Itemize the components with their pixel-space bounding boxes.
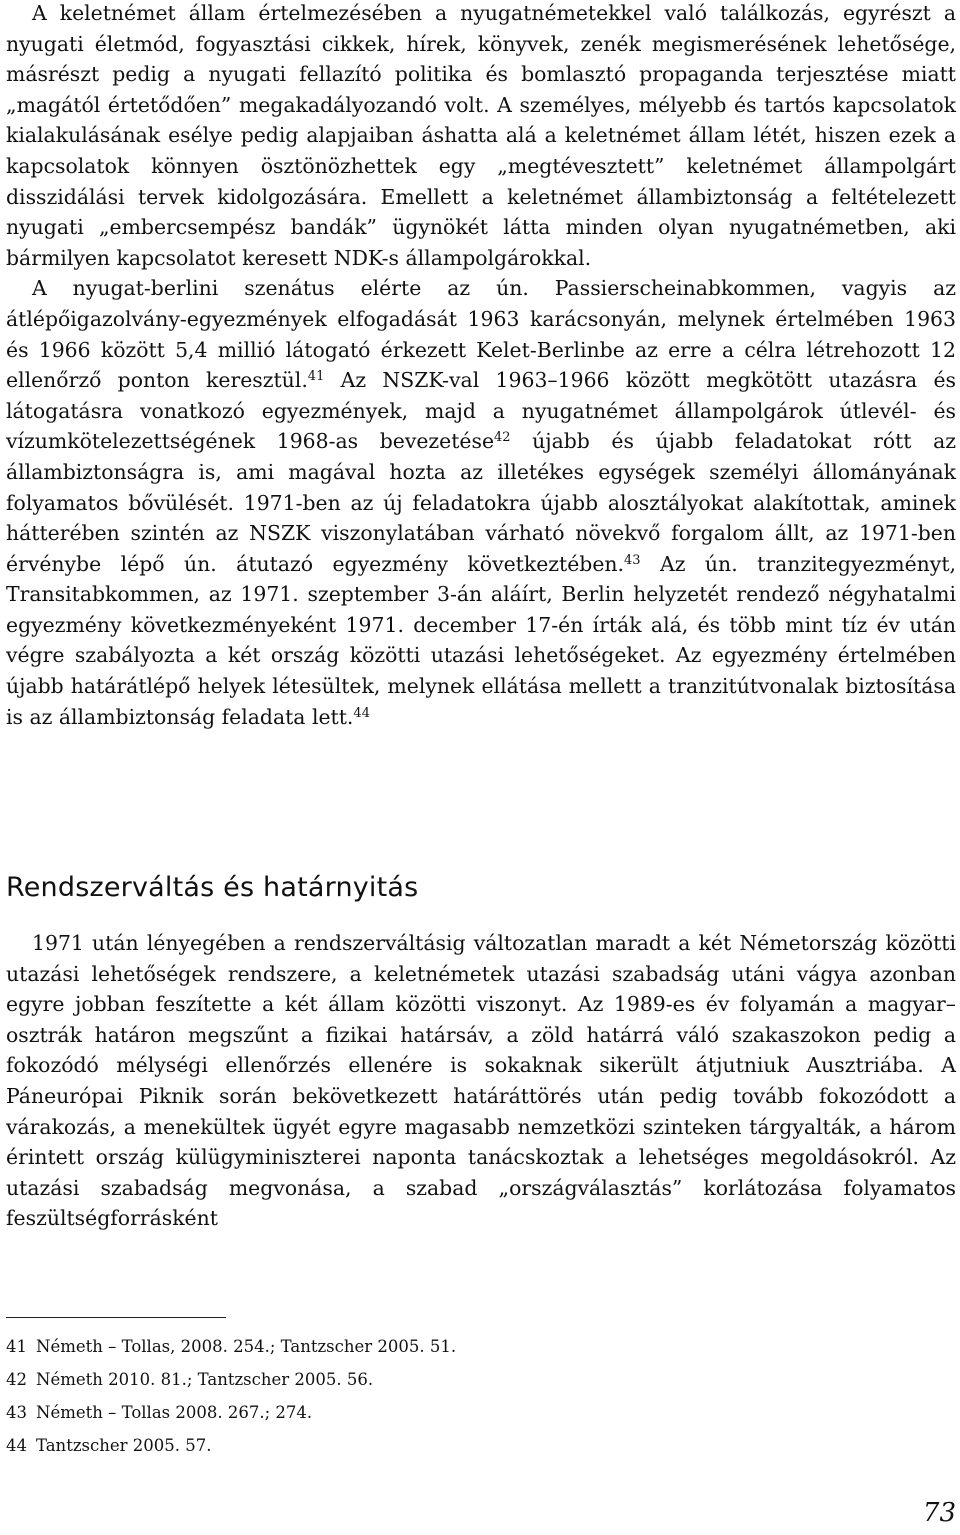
footnotes — [6, 1330, 906, 1462]
footnote-number: 41 — [6, 1337, 27, 1356]
footnote-divider — [6, 1317, 226, 1318]
footnote-42 — [6, 1363, 906, 1396]
footnote-ref-43[interactable]: 43 — [624, 552, 641, 568]
footnote-ref-41[interactable]: 41 — [307, 369, 325, 385]
paragraph-2-text-d: Az ún. tranzitegyezményt, Transitabkommen, az 1971. szeptember 3-án aláírt, Berlin helyzetét rendező négyhatalmi egyezmény következményeként 1971. december 17-én írták alá, és több mint tíz év után végre szabályozta a két ország közötti utazási lehetőségeket. Az egyezmény értelmében újabb határátlépő helyek létesültek, melynek ellátása mellett a tranzitútvonalak biztosítása is az állambiztonság feladata lett. — [6, 551, 956, 729]
paragraph-1-text: A keletnémet állam értelmezésében a nyugatnémetekkel való találkozás, egyrészt a nyugati életmód, fogyasztási cikkek, hírek, könyvek, zenék megismerésének lehetősége, másrészt pedig a nyugati fellazító politika és bomlasztó propaganda terjesztése miatt „magától értetődően” megakadályozandó volt. A személyes, mélyebb és tartós kapcsolatok kialakulásának esélye pedig alapjaiban áshatta alá a keletnémet állam létét, hiszen ezek a kapcsolatok könnyen ösztönözhettek egy „megtévesztett” keletnémet állampolgárt disszidálási tervek kidolgozására. Emellett a keletnémet állambiztonság a feltételezett nyugati „embercsempész bandák” ügynökét látta minden olyan nyugatnémetben, aki bármilyen kapcsolatot keresett NDK-s állampolgárokkal. — [6, 1, 956, 270]
main-text-block — [6, 0, 956, 732]
paragraph-2-text-c: újabb és újabb feladatokat rótt az állambiztonságra is, ami magával hozta az illetékes egységek személyi állományának folyamatos bővülését. 1971-ben az új feladatokra újabb alosztályokat alakítottak, aminek hátterében szintén az NSZK viszonylatában várható növekvő forgalom állt, az 1971-ben érvénybe lépő ún. átutazó egyezmény következtében. — [6, 429, 956, 576]
footnote-text: Németh 2010. 81.; Tantzscher 2005. 56. — [36, 1370, 374, 1389]
footnote-ref-42[interactable]: 42 — [494, 430, 511, 446]
footnote-41 — [6, 1330, 906, 1363]
footnote-text: Tantzscher 2005. 57. — [36, 1436, 212, 1455]
footnote-number: 43 — [6, 1403, 27, 1422]
paragraph-1 — [6, 0, 956, 273]
section-paragraph-1: 1971 után lényegében a rendszerváltásig változatlan maradt a két Németország közötti utazási lehetőségek rendszere, a keletnémetek utazási szabadság utáni vágya azonban egyre jobban feszítette a két állam közötti viszonyt. Az 1989-es év folyamán a magyar–osztrák határon megszűnt a fizikai határsáv, a zöld határrá váló szakaszokon pedig a fokozódó mélységi ellenőrzés ellenére is sokaknak sikerült átjutniuk Ausztriába. A Páneurópai Piknik során bekövetkezett határáttörés után pedig tovább fokozódott a várakozás, a menekültek ügyét egyre magasabb nemzetközi szinteken tárgyalták, a három érintett ország külügyminiszterei naponta tanácskoztak a lehetséges megoldásokról. Az utazási szabadság megvonása, a szabad „országválasztás” korlátozása folyamatos feszültségforrásként — [6, 931, 956, 1231]
paragraph-2 — [6, 273, 956, 732]
paragraph-2-text-b: Az NSZK-val 1963–1966 között megkötött utazásra és látogatásra vonatkozó egyezmények, majd a nyugatnémet állampolgárok útlevél- és vízumkötelezettségének 1968-as bevezetése — [6, 368, 956, 454]
paragraph-2-text-a: A nyugat-berlini szenátus elérte az ún. Passierscheinabkommen, vagyis az átlépőigazolvány-egyezmények elfogadását 1963 karácsonyán, melynek értelmében 1963 és 1966 között 5,4 millió látogató érkezett Kelet-Berlinbe az erre a célra létrehozott 12 ellenőrző ponton keresztül. — [6, 276, 956, 393]
footnote-number: 44 — [6, 1436, 27, 1455]
footnote-ref-44[interactable]: 44 — [353, 705, 370, 721]
section-text-block — [6, 928, 956, 1234]
footnote-text: Németh – Tollas 2008. 267.; 274. — [36, 1403, 313, 1422]
footnote-43 — [6, 1396, 906, 1429]
page-number: 73 — [922, 1498, 956, 1528]
footnote-text: Németh – Tollas, 2008. 254.; Tantzscher 2005. 51. — [36, 1337, 457, 1356]
footnote-number: 42 — [6, 1370, 27, 1389]
section-heading: Rendszerváltás és határnyitás — [6, 872, 419, 903]
footnote-44 — [6, 1429, 906, 1462]
